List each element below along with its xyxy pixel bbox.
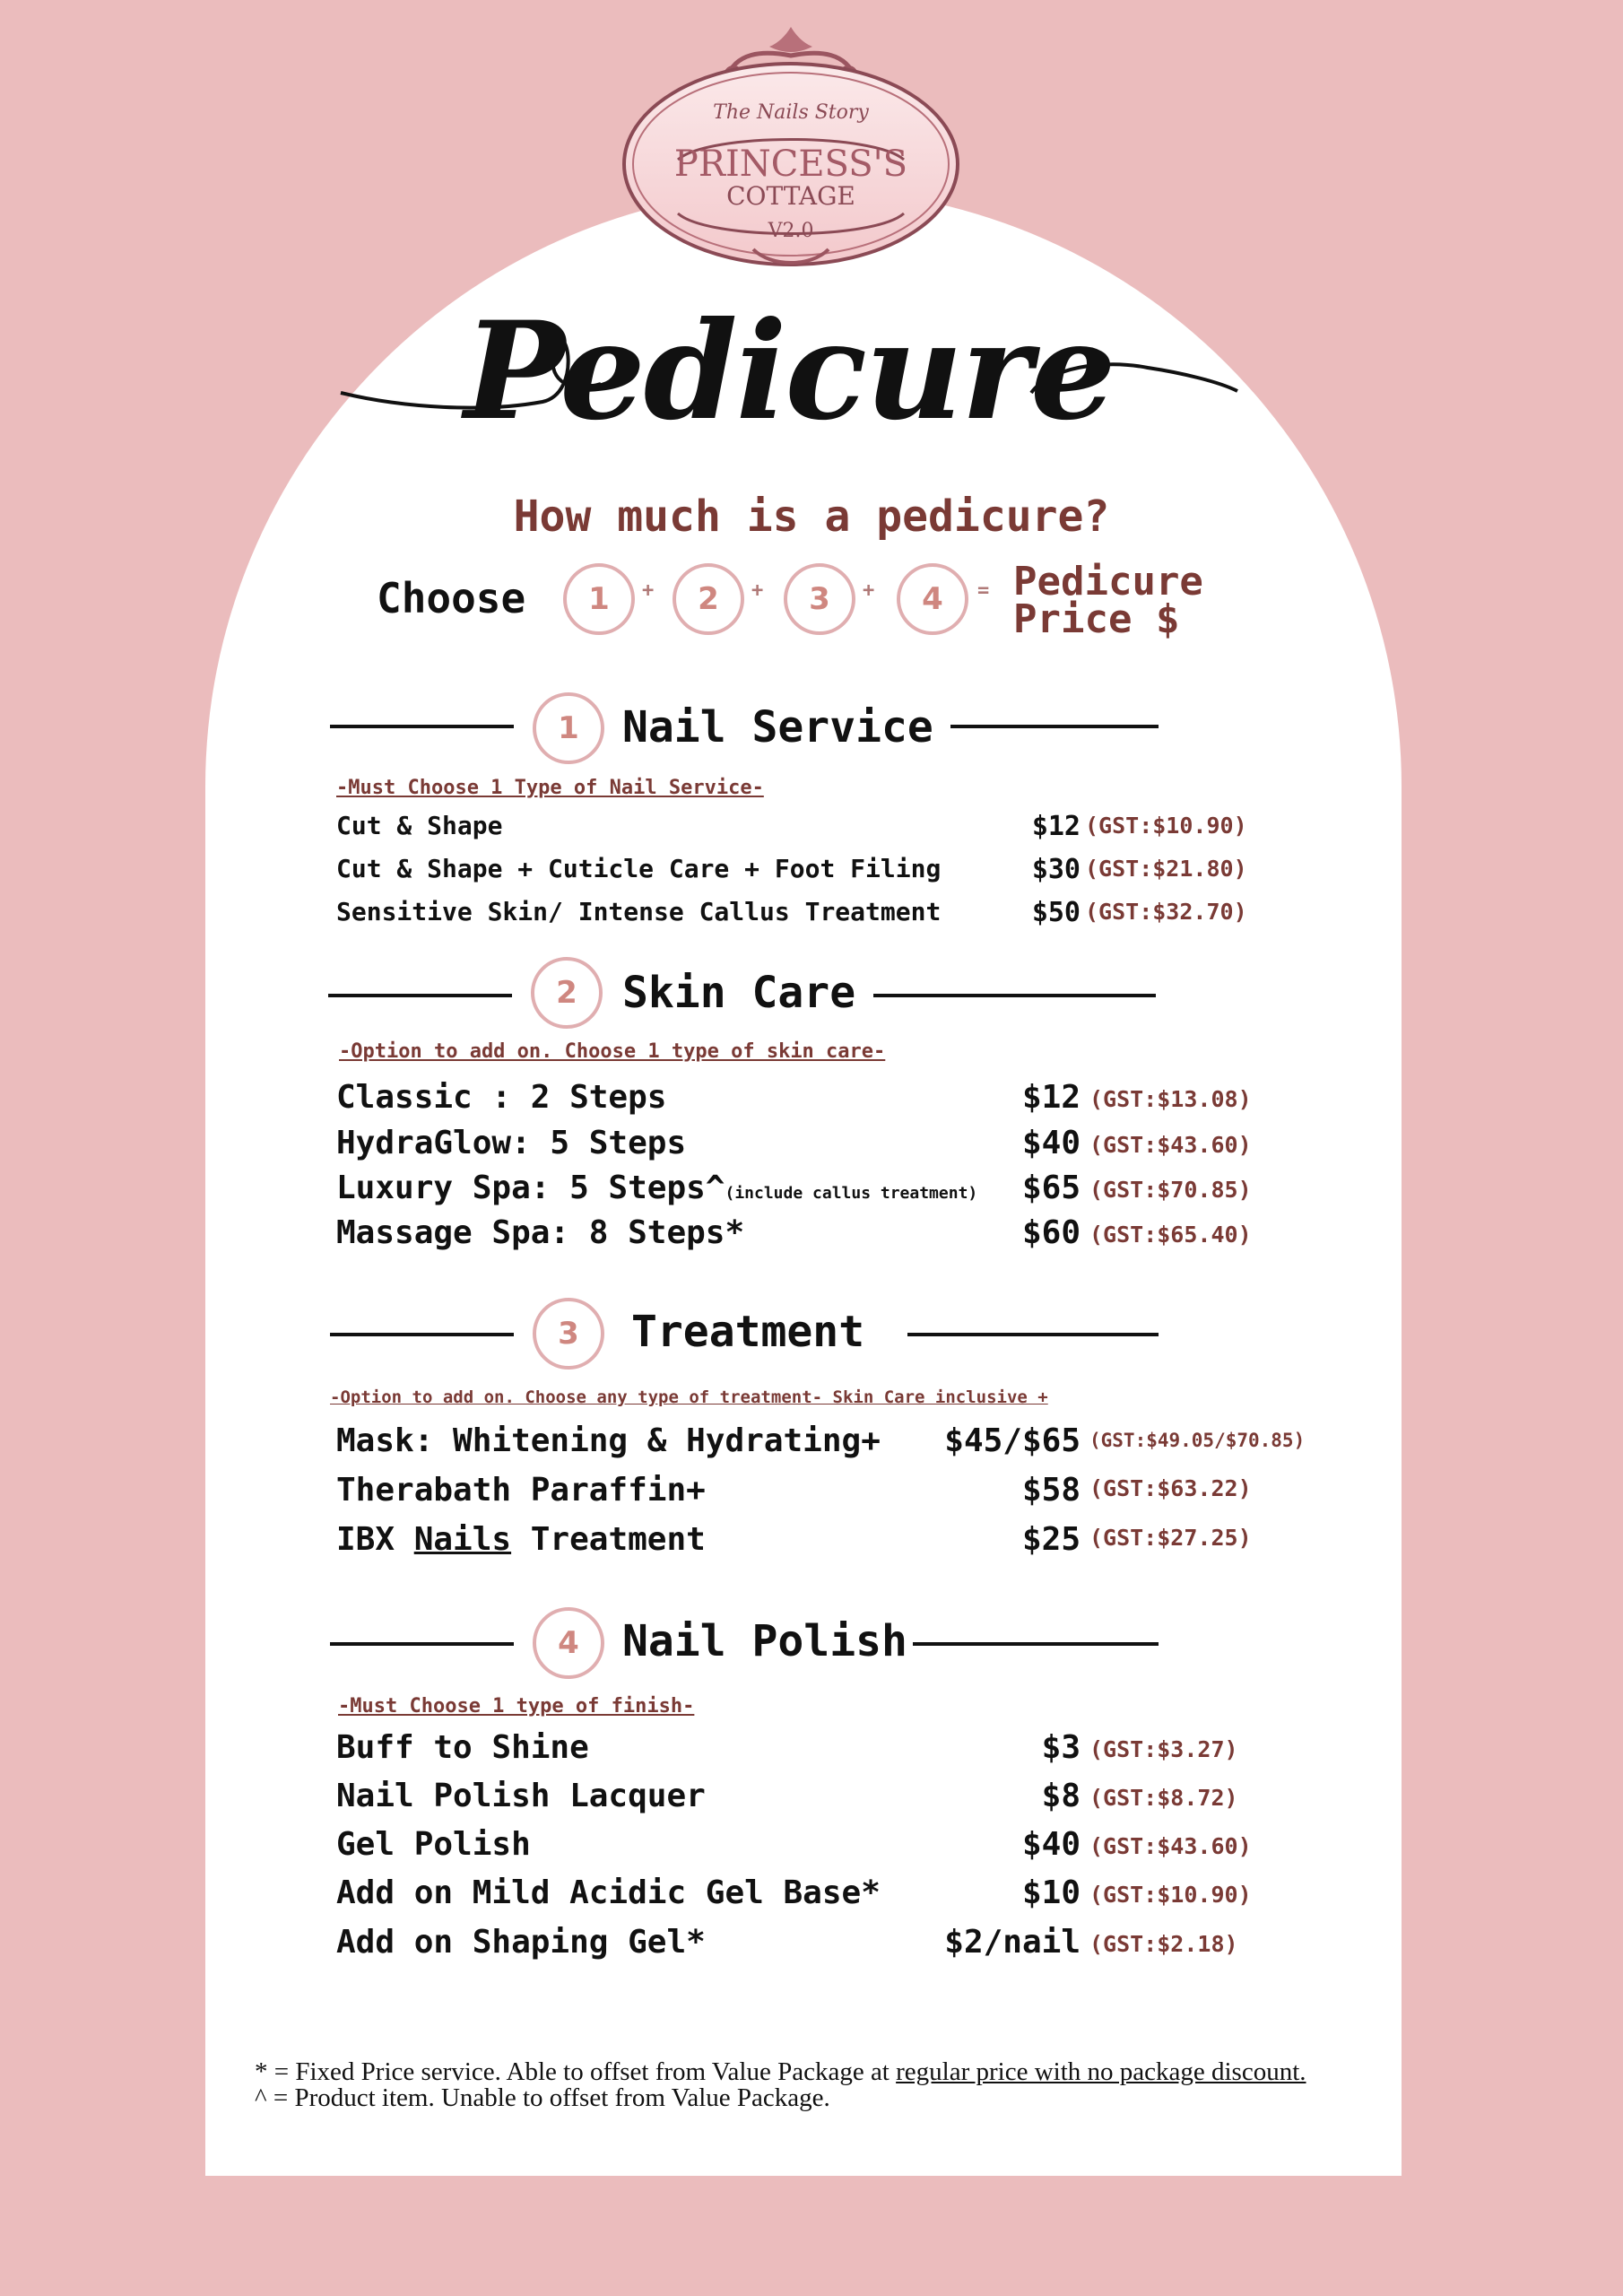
item-name-post: Treatment bbox=[511, 1521, 706, 1558]
section-number-3: 3 bbox=[533, 1298, 604, 1370]
item-gst: (GST:$2.18) bbox=[1089, 1931, 1238, 1957]
item-gst: (GST:$49.05/$70.85) bbox=[1089, 1430, 1306, 1451]
section-header-skin-care bbox=[0, 955, 1623, 1036]
item-name: Buff to Shine bbox=[336, 1729, 589, 1766]
logo-name-line1: PRINCESS'S bbox=[673, 144, 908, 185]
item-name: Cut & Shape + Cuticle Care + Foot Filing bbox=[336, 854, 942, 883]
item-gst: (GST:$8.72) bbox=[1089, 1785, 1238, 1811]
item-gst: (GST:$10.90) bbox=[1085, 813, 1247, 839]
item-gst: (GST:$70.85) bbox=[1089, 1177, 1252, 1203]
footer-line-product-item: ^ = Product item. Unable to offset from Value Package. bbox=[255, 2083, 830, 2112]
divider-line bbox=[330, 1333, 514, 1336]
step-circle-3: 3 bbox=[784, 563, 855, 635]
section-title: Skin Care bbox=[622, 968, 856, 1018]
section-number-1: 1 bbox=[533, 692, 604, 764]
price-row bbox=[336, 1079, 1332, 1120]
item-gst: (GST:$32.70) bbox=[1085, 899, 1247, 925]
item-name: Therabath Paraffin+ bbox=[336, 1472, 706, 1509]
item-price: $12 bbox=[1031, 811, 1081, 842]
section-header-nail-service bbox=[0, 686, 1623, 767]
item-price: $65 bbox=[1021, 1170, 1081, 1206]
price-row bbox=[336, 897, 1332, 938]
step-circle-1: 1 bbox=[563, 563, 635, 635]
item-name: Sensitive Skin/ Intense Callus Treatment bbox=[336, 897, 942, 926]
logo-name-line2: COTTAGE bbox=[726, 181, 855, 211]
item-name: Cut & Shape bbox=[336, 811, 503, 840]
item-name: HydraGlow: 5 Steps bbox=[336, 1125, 687, 1161]
item-price: $30 bbox=[1031, 854, 1081, 885]
divider-line bbox=[330, 725, 514, 728]
divider-line bbox=[330, 1642, 514, 1646]
item-price: $25 bbox=[1021, 1521, 1081, 1558]
price-row bbox=[336, 854, 1332, 895]
section-number-4: 4 bbox=[533, 1607, 604, 1679]
item-name: Massage Spa: 8 Steps* bbox=[336, 1214, 745, 1251]
price-row bbox=[336, 1472, 1332, 1513]
section-title: Treatment bbox=[631, 1307, 865, 1357]
item-gst: (GST:$3.27) bbox=[1089, 1736, 1238, 1762]
item-gst: (GST:$21.80) bbox=[1085, 856, 1247, 882]
step-circle-4: 4 bbox=[897, 563, 968, 635]
result-line1: Pedicure bbox=[1013, 559, 1203, 604]
item-gst: (GST:$43.60) bbox=[1089, 1833, 1252, 1859]
item-price: $40 bbox=[1021, 1826, 1081, 1863]
item-price: $8 bbox=[1041, 1778, 1081, 1814]
step-circle-2: 2 bbox=[673, 563, 744, 635]
divider-line bbox=[913, 1642, 1159, 1646]
choose-formula bbox=[0, 556, 1623, 646]
section-header-treatment bbox=[0, 1294, 1623, 1375]
section-note: -Must Choose 1 type of finish- bbox=[338, 1695, 695, 1718]
princess-cottage-logo bbox=[619, 25, 963, 278]
question-heading: How much is a pedicure? bbox=[513, 491, 1110, 542]
section-number-2: 2 bbox=[531, 957, 603, 1029]
footer-underlined-text: regular price with no package discount. bbox=[896, 2057, 1306, 2086]
title-area bbox=[332, 287, 1246, 457]
result-line2: Price $ bbox=[1013, 596, 1180, 642]
divider-line bbox=[328, 994, 512, 997]
price-row bbox=[336, 1422, 1332, 1464]
item-name: Gel Polish bbox=[336, 1826, 531, 1863]
price-row bbox=[336, 1170, 1332, 1211]
equals-sign: = bbox=[977, 579, 990, 602]
item-name-main: Luxury Spa: 5 Steps^ bbox=[336, 1170, 725, 1206]
item-price: $12 bbox=[1021, 1079, 1081, 1116]
divider-line bbox=[907, 1333, 1159, 1336]
price-row bbox=[336, 1826, 1332, 1867]
item-name: Nail Polish Lacquer bbox=[336, 1778, 706, 1814]
item-gst: (GST:$10.90) bbox=[1089, 1882, 1252, 1908]
divider-line bbox=[873, 994, 1156, 997]
item-price: $3 bbox=[1041, 1729, 1081, 1766]
section-title: Nail Polish bbox=[622, 1616, 907, 1666]
item-gst: (GST:$65.40) bbox=[1089, 1222, 1252, 1248]
item-price: $50 bbox=[1031, 897, 1081, 928]
divider-line bbox=[950, 725, 1159, 728]
footer-notes bbox=[255, 2059, 1306, 2111]
item-name: Add on Shaping Gel* bbox=[336, 1924, 706, 1961]
price-row bbox=[336, 1729, 1332, 1770]
section-header-nail-polish bbox=[0, 1604, 1623, 1684]
price-row bbox=[336, 1874, 1332, 1916]
item-name: Mask: Whitening & Hydrating+ bbox=[336, 1422, 881, 1459]
item-name-pre: IBX bbox=[336, 1521, 414, 1558]
item-price: $2/nail bbox=[944, 1924, 1081, 1961]
item-gst: (GST:$13.08) bbox=[1089, 1086, 1252, 1112]
plus-sign: + bbox=[751, 579, 764, 602]
price-row bbox=[336, 1125, 1332, 1166]
item-name bbox=[336, 1521, 706, 1558]
footer-line-fixed-price bbox=[255, 2059, 1306, 2085]
logo-version: V2.0 bbox=[768, 220, 814, 242]
item-name: Add on Mild Acidic Gel Base* bbox=[336, 1874, 881, 1911]
section-note: -Option to add on. Choose any type of treatment- Skin Care inclusive + bbox=[330, 1387, 1048, 1407]
section-note: -Option to add on. Choose 1 type of skin care- bbox=[339, 1040, 886, 1063]
price-row bbox=[336, 1778, 1332, 1819]
price-row bbox=[336, 1521, 1332, 1562]
item-price: $45/$65 bbox=[944, 1422, 1081, 1459]
price-row bbox=[336, 1214, 1332, 1256]
plus-sign: + bbox=[863, 579, 875, 602]
section-title: Nail Service bbox=[622, 702, 933, 752]
item-name-underlined: Nails bbox=[413, 1521, 512, 1558]
item-gst: (GST:$63.22) bbox=[1089, 1475, 1252, 1501]
item-price: $60 bbox=[1021, 1214, 1081, 1251]
price-row bbox=[336, 811, 1332, 852]
item-price: $58 bbox=[1021, 1472, 1081, 1509]
page-title: Pedicure bbox=[464, 292, 1115, 450]
pedicure-price-result bbox=[1013, 559, 1203, 642]
item-gst: (GST:$43.60) bbox=[1089, 1132, 1252, 1158]
item-name-note: (include callus treatment) bbox=[725, 1184, 978, 1203]
item-name: Classic : 2 Steps bbox=[336, 1079, 667, 1116]
price-row bbox=[336, 1924, 1332, 1965]
choose-label: Choose bbox=[377, 574, 526, 622]
plus-sign: + bbox=[642, 579, 655, 602]
item-gst: (GST:$27.25) bbox=[1089, 1525, 1252, 1551]
item-name bbox=[336, 1170, 977, 1206]
item-price: $40 bbox=[1021, 1125, 1081, 1161]
section-note: -Must Choose 1 Type of Nail Service- bbox=[336, 777, 764, 799]
item-price: $10 bbox=[1021, 1874, 1081, 1911]
logo-tagline: The Nails Story bbox=[713, 101, 869, 124]
footer-text: * = Fixed Price service. Able to offset from Value Package at bbox=[255, 2057, 897, 2086]
